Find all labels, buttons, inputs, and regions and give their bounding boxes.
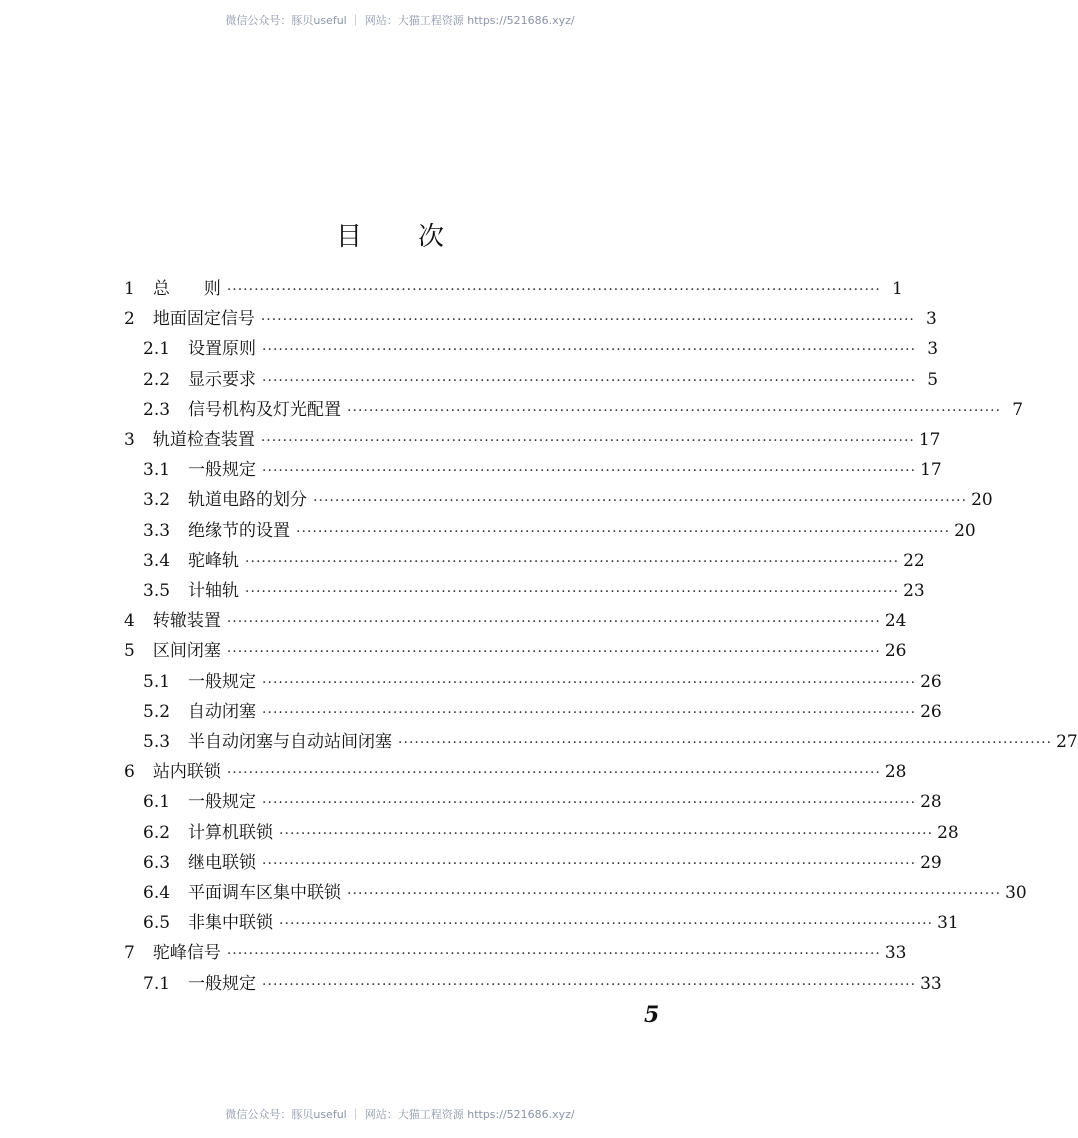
toc-leader-dots: ························································································································	[279, 825, 934, 842]
toc-entry-page: 20	[954, 520, 976, 541]
toc-entry-number: 3.3	[143, 520, 171, 541]
toc-leader-dots: ························································································································	[262, 795, 917, 812]
toc-entry	[143, 697, 942, 727]
toc-leader-dots: ························································································································	[226, 946, 881, 963]
toc-entry-page: 17	[918, 430, 941, 450]
toc-entry-page: 22	[903, 550, 925, 571]
toc-entry-number: 6.5	[143, 913, 171, 934]
toc-entry	[143, 787, 942, 817]
toc-entry-number: 5.1	[143, 671, 171, 692]
toc-entry-title: 信号机构及灯光配置	[188, 399, 342, 420]
toc-leader-dots: ························································································································	[313, 493, 968, 510]
toc-entry-page: 28	[884, 762, 907, 783]
toc-entry-page: 29	[920, 852, 942, 873]
toc-entry	[143, 485, 993, 515]
toc-entry-title: 显示要求	[188, 369, 257, 390]
toc-leader-dots: ························································································································	[260, 312, 915, 329]
toc-leader-dots: ························································································································	[398, 735, 1053, 751]
toc-entry-number: 1	[124, 279, 135, 299]
toc-entry-title: 计算机联锁	[188, 822, 274, 843]
toc-entry	[143, 878, 1027, 908]
toc-entry-title: 自动闭塞	[188, 701, 257, 722]
toc-entry-title: 轨道检查装置	[152, 430, 255, 450]
toc-entry-page: 31	[937, 913, 959, 934]
toc-leader-dots: ························································································································	[245, 584, 900, 600]
toc-entry-title: 一般规定	[188, 973, 257, 994]
toc-entry	[143, 908, 959, 938]
toc-entry-title: 一般规定	[188, 671, 257, 692]
toc-entry-number: 4	[124, 611, 135, 632]
toc-entry-title: 继电联锁	[188, 852, 257, 873]
toc-leader-dots: ························································································································	[296, 523, 951, 540]
toc-entry-page: 33	[884, 943, 907, 964]
toc-entry-number: 6.1	[143, 792, 171, 813]
toc-entry	[143, 667, 942, 697]
toc-entry-title: 设置原则	[188, 339, 257, 360]
toc-entry	[143, 516, 976, 546]
toc-entry-page: 30	[1005, 883, 1027, 903]
toc-entry-page: 23	[903, 581, 925, 601]
toc-entry	[143, 848, 942, 878]
toc-entry	[143, 546, 925, 576]
toc-entry-page: 3	[927, 339, 939, 360]
toc-entry-number: 2.1	[143, 339, 171, 360]
toc-entry	[143, 455, 942, 485]
toc-entry	[124, 938, 907, 968]
toc-entry-title: 轨道电路的划分	[188, 490, 308, 511]
toc-entry-title: 计轴轨	[188, 581, 240, 601]
toc-entry-page: 7	[1012, 399, 1024, 420]
toc-entry-title: 站内联锁	[152, 762, 221, 783]
toc-entry-number: 3.1	[143, 460, 171, 481]
toc-entry-title: 非集中联锁	[188, 913, 274, 934]
toc-heading: 目次	[335, 222, 500, 252]
toc-leader-dots: ························································································································	[347, 886, 1002, 902]
toc-entry	[143, 818, 959, 848]
watermark-bottom: 微信公众号：豚贝useful ｜ 网站：大猫工程资源 https://521686.xyz/	[225, 1108, 575, 1121]
toc-entry	[124, 757, 907, 787]
watermark-top: 微信公众号：豚贝useful ｜ 网站：大猫工程资源 https://521686.xyz/	[225, 14, 575, 27]
toc-leader-dots: ························································································································	[262, 855, 917, 872]
toc-entry-number: 3.5	[143, 581, 171, 601]
toc-entry	[143, 365, 939, 395]
toc-leader-dots: ························································································································	[226, 765, 881, 782]
toc-leader-dots: ························································································································	[262, 372, 917, 389]
toc-entry-page: 17	[920, 460, 942, 481]
toc-leader-dots: ························································································································	[245, 553, 900, 570]
toc-entry-title: 地面固定信号	[152, 309, 255, 330]
toc-entry	[124, 274, 903, 304]
toc-leader-dots: ························································································································	[260, 433, 915, 449]
toc-entry-title: 绝缘节的设置	[188, 520, 291, 541]
toc-entry-title: 总 则	[152, 279, 221, 299]
toc-entry-page: 27	[1056, 732, 1078, 752]
toc-leader-dots: ························································································································	[226, 644, 881, 661]
toc-entry-title: 半自动闭塞与自动站间闭塞	[188, 732, 393, 752]
toc-entry-title: 区间闭塞	[152, 641, 221, 662]
toc-entry	[124, 636, 907, 666]
toc-entry	[143, 334, 939, 364]
toc-leader-dots: ························································································································	[347, 402, 1002, 419]
toc-entry-page: 28	[920, 792, 942, 813]
toc-leader-dots: ························································································································	[226, 614, 881, 631]
toc-entry-page: 33	[920, 973, 942, 994]
toc-leader-dots: ························································································································	[262, 463, 917, 480]
toc-entry-page: 3	[926, 309, 937, 330]
toc-entry-number: 5	[124, 641, 135, 662]
toc-entry	[143, 727, 1078, 757]
toc-leader-dots: ························································································································	[262, 704, 917, 721]
toc-entry-number: 6.2	[143, 822, 171, 843]
toc-entry-page: 24	[884, 611, 907, 632]
toc-leader-dots: ························································································································	[262, 674, 917, 691]
toc-entry-page: 28	[937, 822, 959, 843]
toc-entry-title: 转辙装置	[152, 611, 221, 632]
toc-entry	[143, 395, 1024, 425]
toc-entry-number: 7	[124, 943, 135, 964]
toc-entry	[143, 576, 925, 606]
toc-entry-title: 一般规定	[188, 460, 257, 481]
toc-entry-title: 驼峰信号	[152, 943, 221, 964]
toc-entry	[124, 606, 907, 636]
toc-entry-title: 平面调车区集中联锁	[188, 883, 342, 903]
toc-entry-number: 6.4	[143, 883, 171, 903]
toc-entry-number: 5.3	[143, 732, 171, 752]
toc-leader-dots: ························································································································	[262, 976, 917, 993]
toc-entry-number: 3	[124, 430, 135, 450]
toc-entry-page: 26	[884, 641, 907, 662]
toc-entry-page: 1	[892, 279, 903, 299]
toc-leader-dots: ························································································································	[262, 342, 917, 359]
toc-entry	[124, 304, 937, 334]
toc-entry-number: 2.3	[143, 399, 171, 420]
toc-entry-number: 6	[124, 762, 135, 783]
toc-entry-title: 驼峰轨	[188, 550, 240, 571]
toc-entry-page: 5	[927, 369, 939, 390]
toc-entry-number: 2.2	[143, 369, 171, 390]
toc-entry	[143, 969, 942, 999]
toc-entry-title: 一般规定	[188, 792, 257, 813]
toc-entry-number: 3.4	[143, 550, 171, 571]
toc-leader-dots: ························································································································	[226, 282, 881, 298]
toc-leader-dots: ························································································································	[279, 916, 934, 933]
toc-entry-page: 26	[920, 671, 942, 692]
toc-entry-number: 3.2	[143, 490, 171, 511]
toc-entry-number: 2	[124, 309, 135, 330]
toc-entry-number: 7.1	[143, 973, 171, 994]
toc-entry-page: 26	[920, 701, 942, 722]
toc-entry-number: 6.3	[143, 852, 171, 873]
toc-entry-page: 20	[971, 490, 993, 511]
toc-entry-number: 5.2	[143, 701, 171, 722]
toc-entry	[124, 425, 941, 455]
page-number: 5	[644, 1002, 660, 1028]
